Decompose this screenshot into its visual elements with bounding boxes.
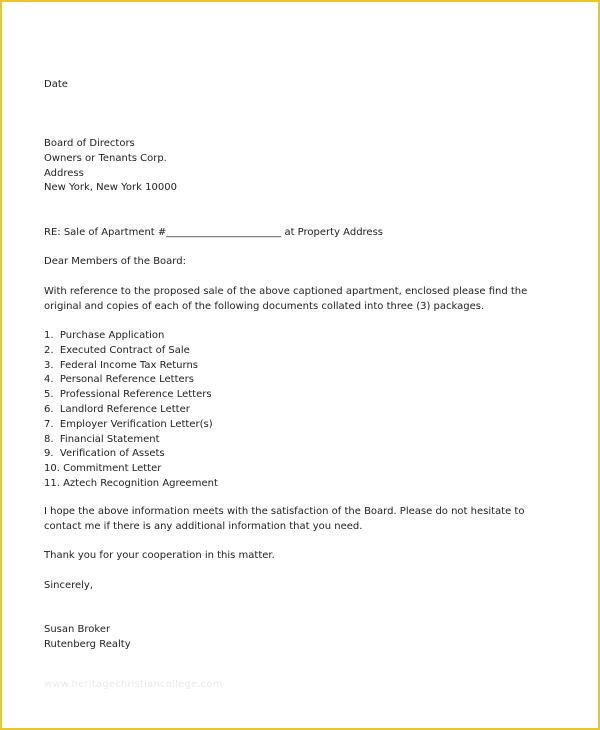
list-item: 9. Verification of Assets (44, 448, 165, 460)
thanks-line: Thank you for your cooperation in this matter. (44, 550, 275, 561)
list-item: 3. Federal Income Tax Returns (44, 359, 198, 371)
salutation: Dear Members of the Board: (44, 256, 186, 267)
list-item: 7. Employer Verification Letter(s) (44, 418, 213, 430)
signer-company: Rutenberg Realty (44, 639, 131, 650)
list-item: 1. Purchase Application (44, 330, 165, 341)
sign-off: Sincerely, (44, 580, 94, 591)
date-label: Date (44, 79, 68, 90)
intro-paragraph: With reference to the proposed sale of the above captioned apartment, enclosed please find the original and copies of each of the following documents collated into three (3) packages. (44, 286, 528, 312)
list-item: 11. Aztech Recognition Agreement (44, 477, 218, 489)
list-item: 2. Executed Contract of Sale (44, 344, 190, 356)
list-item: 6. Landlord Reference Letter (44, 403, 190, 415)
document-list (44, 329, 218, 492)
recipient-line: New York, New York 10000 (44, 182, 177, 194)
list-item: 8. Financial Statement (44, 433, 160, 445)
watermark: www.heritagechristiancollege.com (44, 679, 223, 690)
recipient-line: Board of Directors (44, 138, 135, 149)
list-item: 5. Professional Reference Letters (44, 389, 212, 401)
recipient-line: Owners or Tenants Corp. (44, 152, 167, 164)
list-item: 4. Personal Reference Letters (44, 374, 194, 386)
closing-paragraph: I hope the above information meets with the satisfaction of the Board. Please do not hesitate to contact me if there is any additional information that you need. (44, 506, 525, 532)
list-item: 10. Commitment Letter (44, 463, 162, 475)
recipient-line: Address (44, 167, 84, 179)
recipient-address (44, 137, 177, 196)
signer-name: Susan Broker (44, 624, 111, 635)
re-line: RE: Sale of Apartment #_______________________ at Property Address (44, 227, 383, 238)
